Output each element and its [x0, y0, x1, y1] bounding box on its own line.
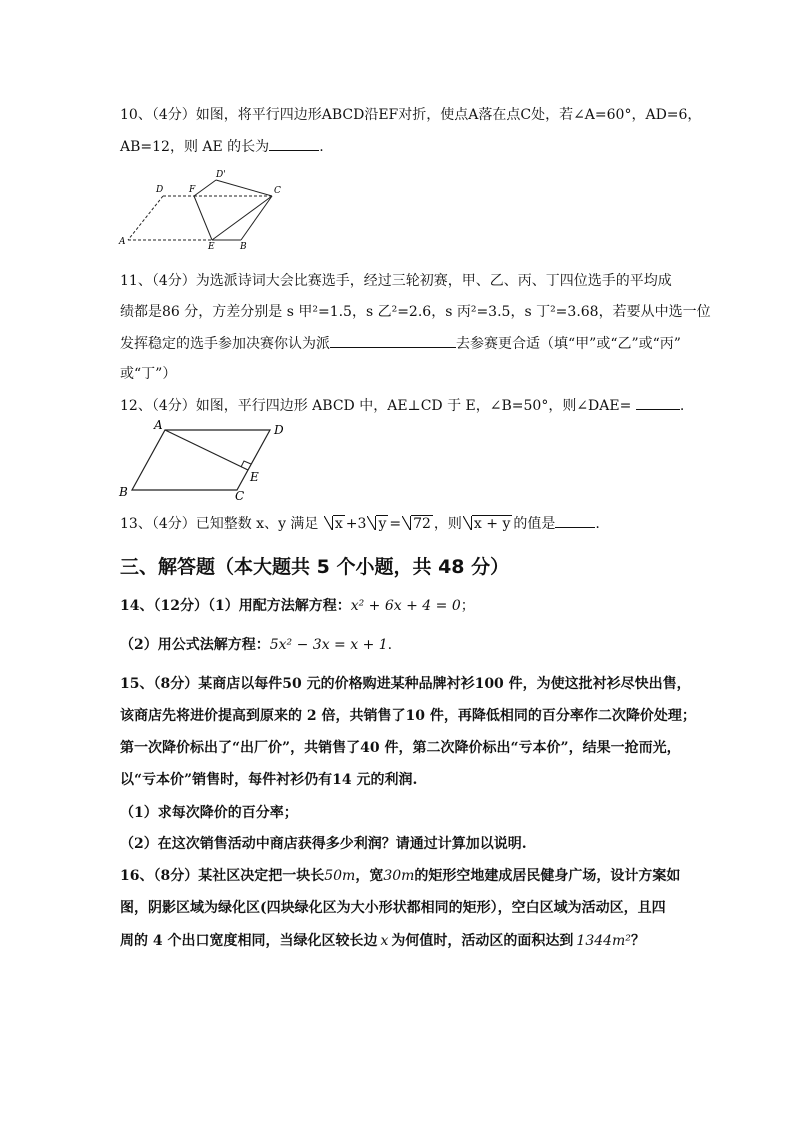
q16-line-3: 周的 4 个出口宽度相同，当绿化区较长边 x 为何值时，活动区的面积达到 1344m²？: [120, 933, 645, 949]
q13-text: 13、（4分）已知整数 x、y 满足: [120, 516, 319, 532]
q11-line-2: 绩都是86 分，方差分别是 s 甲²=1.5，s 乙²=2.6，s 丙²=3.5，s 丁²=3.68，若要从中选一位: [120, 304, 711, 320]
q10-edge-ec: [212, 196, 272, 240]
q12-label-b: B: [119, 485, 128, 499]
q15-line-1: 15、（8分）某商店以每件50 元的价格购进某种品牌衬衫100 件，为使这批衬衫尽快出售，: [120, 676, 691, 692]
q12-segment-ae: [165, 430, 248, 470]
q10-edge-fdp: [194, 180, 216, 196]
q10-edge-da: [128, 196, 163, 240]
q11-text: 发挥稳定的选手参加决赛你认为派: [120, 336, 330, 352]
q13-answer-blank[interactable]: [555, 513, 595, 528]
q14-equation-2: 5x² − 3x = x + 1: [269, 637, 388, 653]
q10-label-c: C: [274, 186, 281, 196]
q12-label-d: D: [274, 423, 284, 437]
q13-sqrt-x-plus-y: x + y: [463, 514, 512, 534]
q11-answer-blank[interactable]: [330, 333, 456, 348]
q10-edge-dpc: [216, 180, 272, 196]
q16-line-1: 16、（8分）某社区决定把一块长50m，宽30m的矩形空地建成居民健身广场，设计方案如: [120, 868, 681, 884]
q12-label-a: A: [154, 418, 163, 432]
q15-line-2: 该商店先将进价提高到原来的 2 倍，共销售了10 件，再降低相同的百分率作二次降价处理；: [120, 708, 696, 724]
q15-sub-1: （1）求每次降价的百分率；: [120, 805, 298, 821]
q13-sqrt-x: x: [324, 514, 345, 534]
q12-period: .: [679, 398, 685, 414]
q12-text: 12、（4分）如图，平行四边形 ABCD 中，AE⊥CD 于 E，∠B=50°，则∠DAE=: [120, 398, 632, 414]
q12-line-1: [120, 395, 684, 416]
q11-line-4: 或“丁”）: [120, 366, 177, 382]
q10-label-d: D: [156, 185, 164, 195]
section-title: 三、解答题（本大题共 5 个小题，共 48 分）: [120, 556, 510, 578]
q10-label-a: A: [119, 237, 126, 247]
q10-answer-blank[interactable]: [269, 136, 319, 151]
q10-label-dprime: D': [216, 170, 226, 180]
q12-label-c: C: [235, 489, 245, 503]
q10-label-b: B: [240, 242, 247, 250]
q10-edge-bc: [241, 196, 272, 240]
q10-label-e: E: [208, 242, 215, 250]
q14-equation-1: x² + 6x + 4 = 0: [350, 598, 461, 614]
q15-sub-2: （2）在这次销售活动中商店获得多少利润？请通过计算加以说明.: [120, 836, 527, 852]
q16-line-2: 图，阴影区域为绿化区(四块绿化区为大小形状都相同的矩形），空白区域为活动区，且四: [120, 900, 666, 916]
q10-label-f: F: [189, 185, 196, 195]
q10-figure: [115, 168, 285, 250]
q12-answer-blank[interactable]: [636, 395, 680, 410]
q11-line-1: 11、（4分）为选派诗词大会比赛选手，经过三轮初赛，甲、乙、丙、丁四位选手的平均成: [120, 273, 672, 289]
q15-line-4: 以“亏本价”销售时，每件衬衫仍有14 元的利润.: [120, 772, 418, 788]
q15-line-3: 第一次降价标出了“出厂价”，共销售了40 件，第二次降价标出“亏本价”，结果一抢而光，: [120, 740, 681, 756]
q10-period: .: [319, 139, 324, 155]
q11-text-post: 去参赛更合适（填“甲”或“乙”或“丙”: [456, 336, 681, 352]
q10-edge-fe: [194, 196, 212, 240]
q11-line-3: [120, 333, 681, 354]
q14-line-1: 14、（12分）（1）用配方法解方程：x² + 6x + 4 = 0；: [120, 598, 475, 614]
q13-sqrt-72: 72: [402, 514, 433, 534]
q14-line-2: （2）用公式法解方程：5x² − 3x = x + 1.: [120, 637, 393, 653]
q10-line-1: 10、（4分）如图，将平行四边形ABCD沿EF对折，使点A落在点C处，若∠A=60°，AD=6，: [120, 107, 702, 123]
q12-figure: [115, 418, 295, 503]
q10-line-2: [120, 136, 324, 157]
q14-text: 14、（12分）（1）用配方法解方程：: [120, 598, 351, 614]
q14-text-2: （2）用公式法解方程：: [120, 637, 270, 653]
q13-sqrt-y: y: [367, 514, 388, 534]
q12-label-e: E: [250, 470, 259, 484]
q10-text: AB=12，则 AE 的长为: [120, 139, 270, 155]
q13-line: 13、（4分）已知整数 x、y 满足 x +3 y = 72 ，则 x + y 的值是 .: [120, 513, 600, 534]
